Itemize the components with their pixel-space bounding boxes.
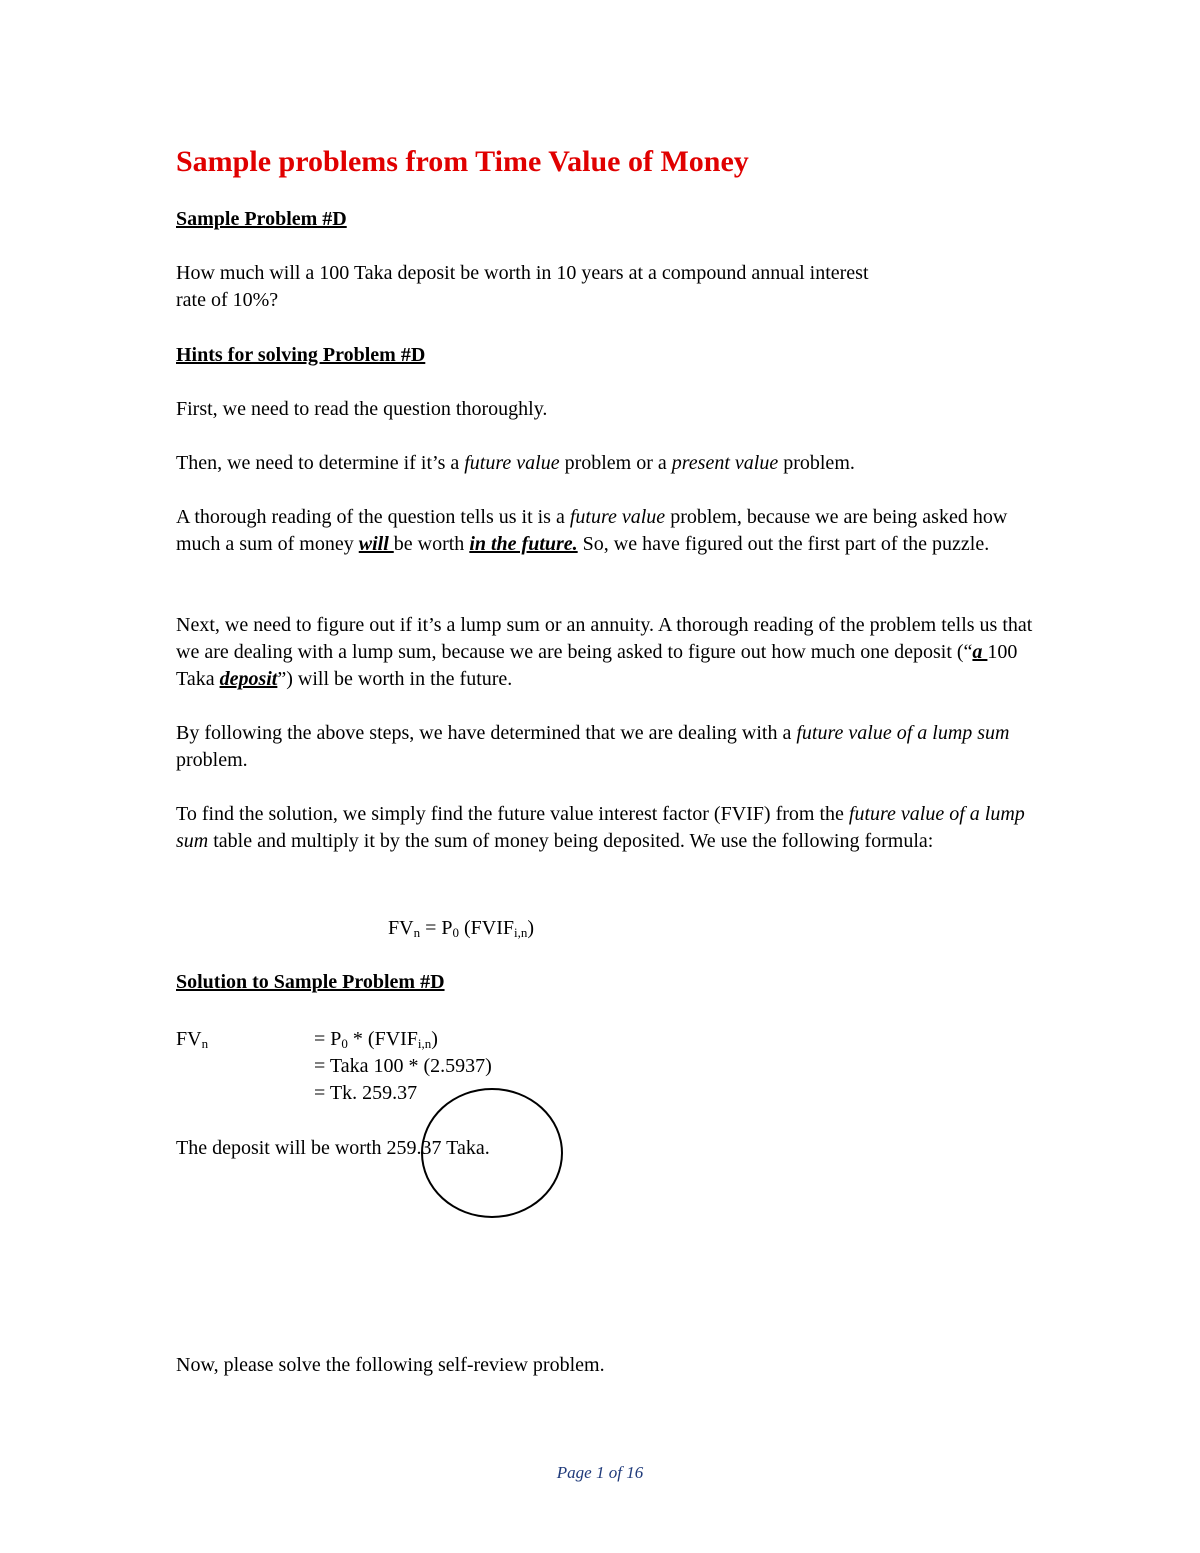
text-run: table and multiply it by the sum of money being deposited. We use the following formula: [208, 830, 934, 852]
answer-circle [421, 1088, 563, 1218]
formula-fv-subscript: n [413, 925, 421, 940]
solution-label-fv: FV [176, 1028, 202, 1050]
emphasis-will: will [358, 533, 394, 555]
text-run-italic: future value [464, 452, 560, 474]
hints-heading: Hints for solving Problem #D [176, 344, 426, 366]
solution-line-2: = Taka 100 * (2.5937) [314, 1055, 492, 1077]
text-run: problem, because we are being asked how much a sum of money [176, 506, 1008, 555]
solution-heading: Solution to Sample Problem #D [176, 971, 445, 993]
text-run: So, we have figured out the first part of the puzzle. [577, 533, 990, 555]
page-title: Sample problems from Time Value of Money [176, 145, 749, 178]
text-run: Then, we need to determine if it’s a [176, 452, 465, 474]
text-run-italic: future value [569, 506, 666, 528]
text-run: problem. [176, 749, 248, 771]
formula-p-subscript: 0 [452, 925, 459, 940]
text-run: ) [431, 1028, 438, 1050]
text-run: By following the above steps, we have determined that we are dealing with a [176, 722, 797, 744]
emphasis-deposit: deposit [219, 668, 278, 690]
hints-paragraph-6 [176, 801, 1036, 855]
problem-heading: Sample Problem #D [176, 208, 347, 230]
text-run: * (FVIF [347, 1028, 418, 1050]
hints-paragraph-3 [176, 504, 1036, 558]
text-run: 100 Taka [176, 641, 1018, 690]
problem-text [176, 260, 1036, 314]
formula [388, 915, 534, 942]
text-run: problem or a [559, 452, 672, 474]
solution-line-1 [314, 1026, 438, 1053]
text-run-italic: present value [671, 452, 779, 474]
subscript: 0 [341, 1036, 348, 1051]
problem-text-line1: How much will a 100 Taka deposit be worth in 10 years at a compound annual interest [176, 262, 869, 284]
solution-label [176, 1026, 208, 1053]
text-run: Next, we need to figure out if it’s a lump sum or an annuity. A thorough reading of the problem tells us that we are dealing with a lump sum, because we are being asked to figure out how much one deposit (“ [176, 614, 1033, 663]
hints-paragraph-5 [176, 720, 1036, 774]
answer-value: 259.37 Taka. [386, 1137, 490, 1159]
solution-answer [176, 1135, 1036, 1162]
formula-equals: = P [420, 917, 453, 939]
text-run: To find the solution, we simply find the future value interest factor (FVIF) from the [176, 803, 849, 825]
emphasis-a: a [972, 641, 988, 663]
problem-text-line2: rate of 10%? [176, 289, 279, 311]
text-run: problem. [778, 452, 855, 474]
hints-paragraph-1: First, we need to read the question thoroughly. [176, 398, 548, 420]
text-run: ”) will be worth in the future. [277, 668, 513, 690]
subscript: i,n [417, 1036, 432, 1051]
solution-label-subscript: n [201, 1036, 209, 1051]
text-run-italic: future value of a lump sum [796, 722, 1010, 744]
formula-close: ) [527, 917, 535, 939]
page-number: Page 1 of 16 [556, 1463, 644, 1482]
formula-open: (FVIF [458, 917, 514, 939]
hints-paragraph-4 [176, 612, 1036, 693]
closing-text: Now, please solve the following self-review problem. [176, 1354, 605, 1376]
text-run: = P [314, 1028, 342, 1050]
emphasis-in-the-future: in the future. [469, 533, 578, 555]
formula-fv: FV [388, 917, 414, 939]
text-run: A thorough reading of the question tells us it is a [176, 506, 570, 528]
solution-line-3: = Tk. 259.37 [314, 1082, 418, 1104]
answer-prefix: The deposit will be worth [176, 1137, 387, 1159]
text-run-italic: future value of a lump sum [176, 803, 1025, 852]
formula-fvif-subscript: i,n [514, 925, 528, 940]
text-run: be worth [393, 533, 470, 555]
hints-paragraph-2 [176, 450, 1036, 477]
